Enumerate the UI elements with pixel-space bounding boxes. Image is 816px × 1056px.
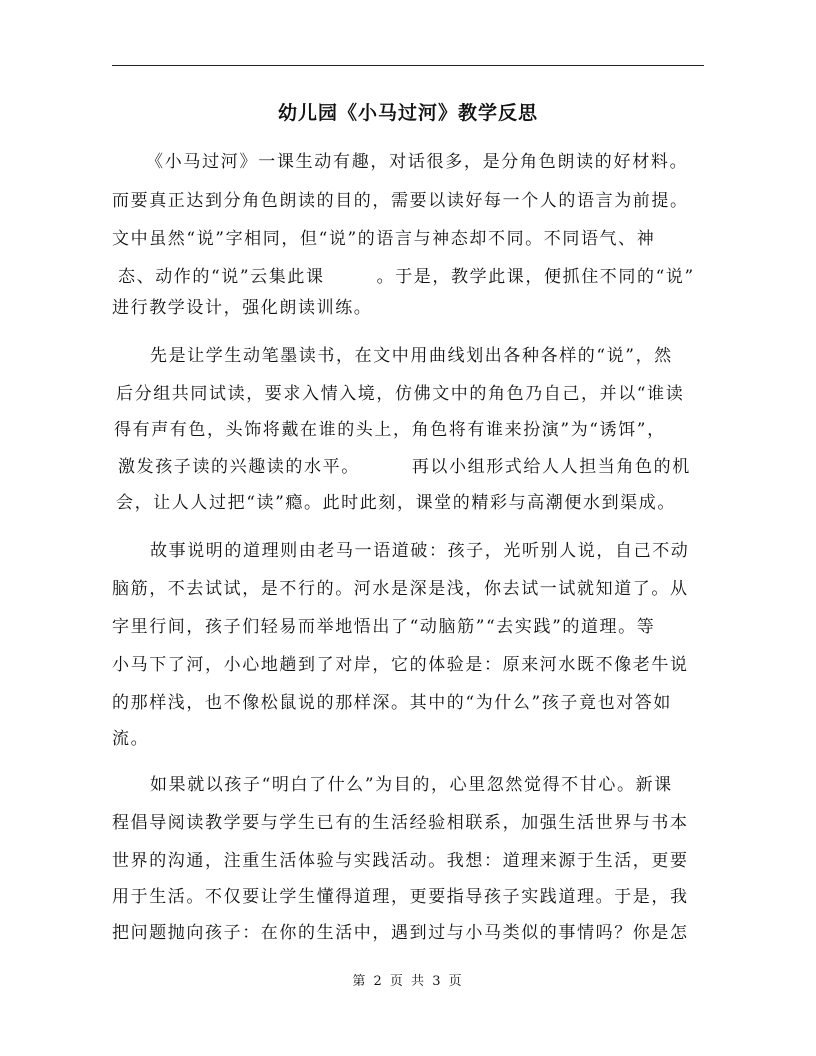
text-line: 而要真正达到分角色朗读的目的，需要以读好每一个人的语言为前提。	[112, 191, 689, 211]
text-segment: 激发孩子读的兴趣读的水平。	[118, 457, 360, 477]
text-line: 程倡导阅读教学要与学生已有的生活经验相联系，加强生活世界与书本	[112, 813, 689, 833]
text-line: 先是让学生动笔墨读书，在文中用曲线划出各种各样的“说”，然	[150, 346, 673, 366]
text-line: 文中虽然“说”字相同，但“说”的语言与神态却不同。不同语气、神	[112, 229, 656, 249]
text-line: 字里行间，孩子们轻易而举地悟出了“动脑筋”“去实践”的道理。等	[112, 617, 656, 637]
text-line: 会，让人人过把“读”瘾。此时此刻，课堂的精彩与高潮便水到渠成。	[116, 493, 676, 513]
text-line: 进行教学设计，强化朗读训练。	[112, 298, 373, 318]
page-title: 幼儿园《小马过河》教学反思	[277, 102, 538, 124]
text-line: 故事说明的道理则由老马一语道破：孩子，光听别人说，自己不动	[150, 541, 690, 561]
text-line: 如果就以孩子“明白了什么”为目的，心里忽然觉得不甘心。新课	[150, 775, 673, 795]
text-line: 的那样浅，也不像松鼠说的那样深。其中的“为什么”孩子竟也对答如	[112, 693, 672, 713]
text-line: 用于生活。不仅要让学生懂得道理，更要指导孩子实践道理。于是，我	[112, 887, 689, 907]
text-line: 脑筋，不去试试，是不行的。河水是深是浅，你去试一试就知道了。从	[112, 579, 689, 599]
text-line: 《小马过河》一课生动有趣，对话很多，是分角色朗读的好材料。	[146, 152, 689, 172]
text-segment: 再以小组形式给人人担当角色的机	[411, 457, 691, 477]
text-line: 把问题抛向孩子：在你的生活中，遇到过与小马类似的事情吗？你是怎	[112, 923, 689, 943]
text-line	[118, 456, 691, 478]
text-line: 流。	[112, 729, 150, 749]
header-rule	[112, 65, 704, 66]
text-line: 世界的沟通，注重生活体验与实践活动。我想：道理来源于生活，更要	[112, 851, 689, 871]
page-number-footer: 第 2 页 共 3 页	[352, 974, 464, 989]
text-segment: 。于是，教学此课，便抓住不同的“说”	[376, 267, 695, 287]
text-segment: 态、动作的“说”云集此课	[118, 267, 325, 287]
text-line	[118, 266, 695, 288]
text-line: 小马下了河，小心地趟到了对岸，它的体验是：原来河水既不像老牛说	[112, 655, 689, 675]
text-line: 后分组共同试读，要求入情入境，仿佛文中的角色乃自己，并以“谁读	[116, 384, 685, 404]
text-line: 得有声有色，头饰将戴在谁的头上，角色将有谁来扮演”为“诱饵”，	[114, 420, 666, 440]
